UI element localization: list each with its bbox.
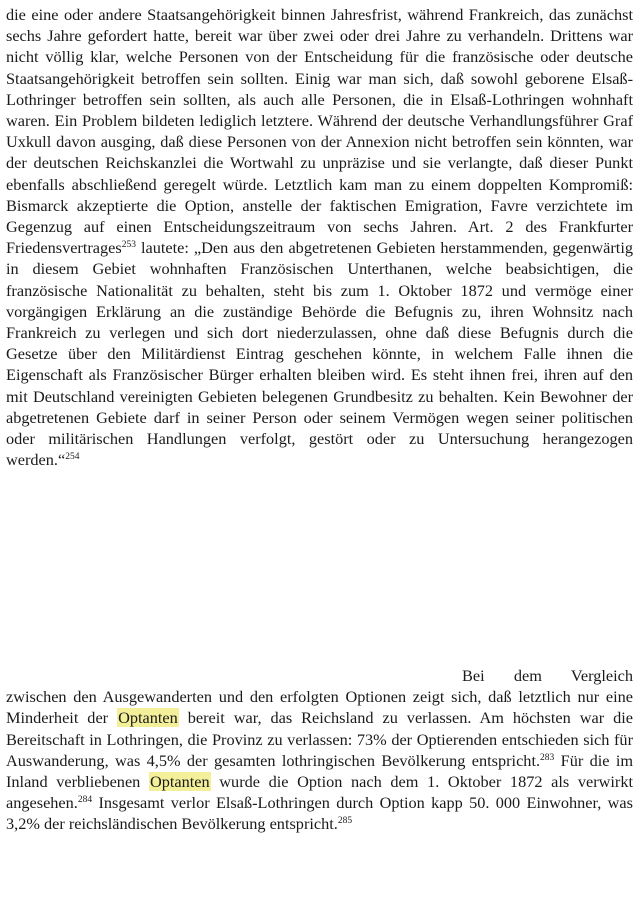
paragraph2-text-c: Für die im Inland verbliebenen xyxy=(6,750,634,792)
highlight-optanten-1: Optanten xyxy=(118,708,178,728)
paragraph-treaty-text xyxy=(6,4,633,470)
paragraph2-text-e: Insgesamt verlor Elsaß-Lothringen durch Option kapp 50. 000 Einwohner, was 3,2% der reichsländischen Bevölkerung entspricht. xyxy=(6,793,633,834)
footnote-ref-285[interactable]: 285 xyxy=(337,816,353,827)
paragraph2-text-d: wurde die Option nach dem 1. Oktober 1872 als verwirkt angesehen. xyxy=(6,772,634,813)
footnote-ref-253[interactable]: 253 xyxy=(121,240,136,251)
paragraph1-text-b: lautete: „Den aus den abgetretenen Gebieten herstammenden, gegenwärtig in diesem Gebiet wohnhaften Französischen Unterthanen, welche beabsichtigen, die französische Nationalität zu behalten, steht bis zum 1. Oktober 1872 und vermöge einer vorgängigen Erklärung an die zuständige Behörde die Befugnis zu, ihren Wohnsitz nach Frankreich zu verlegen und sich dort niederzulassen, ohne daß diese Befugnis durch die Gesetze über den Militärdienst Eintrag geschehen könnte, in welchem Falle ihnen die Eigenschaft als Französischer Bürger erhalten bleiben wird. Es steht ihnen frei, ihren auf den mit Deutschland vereinigten Gebieten belegenen Grundbesitz zu behalten. Kein Bewohner der abgetretenen Gebiete darf in seiner Person oder seinem Vermögen wegen seiner politischen oder militärischen Handlungen verfolgt, gestört oder zu Untersuchung herangezogen werden.“ xyxy=(6,238,633,470)
paragraph-optanten xyxy=(6,665,633,835)
paragraph2-text-b: bereit war, das Reichsland zu verlassen. Am höchsten war die Bereitschaft in Lothringen, die Provinz zu verlassen: 73% der Optierenden entschieden sich für Auswanderung, was 4,5% der gesamten lothringischen Bevölkerung entspricht. xyxy=(6,708,633,770)
footnote-ref-284[interactable]: 284 xyxy=(77,795,93,806)
footnote-ref-254[interactable]: 254 xyxy=(65,452,80,463)
footnote-ref-283[interactable]: 283 xyxy=(540,752,555,763)
paragraph1-text-a: die eine oder andere Staatsangehörigkeit binnen Jahresfrist, während Frankreich, das zunächst sechs Jahre gefordert hatte, bereit war über zwei oder drei Jahre zu verhandeln. Drittens war nicht völlig klar, welche Personen von der Entscheidung für die französische oder deutsche Staatsangehörigkeit betroffen sein sollten. Einig war man sich, daß sowohl geborene Elsaß-Lothringer betroffen sein sollten, als auch alle Personen, die in Elsaß-Lothringen wohnhaft waren. Ein Problem bildeten lediglich letztere. Während der deutsche Verhandlungsführer Graf Uxkull davon ausging, daß diese Personen von der Annexion nicht betroffen sein könnten, war der deutschen Reichskanzlei die Wortwahl zu unpräzise und sie verlangte, daß dieser Punkt ebenfalls abschließend geregelt würde. Letztlich kam man zu einem doppelten Kompromiß: Bismarck akzeptierte die Option, anstelle der faktischen Emigration, Favre verzichtete im Gegenzug auf einen Entscheidungszeitraum von sechs Jahren. Art. 2 des Frankfurter Friedensvertrages xyxy=(6,5,633,258)
highlight-optanten-2: Optanten xyxy=(149,772,210,792)
paragraph2-text-a: Bei dem Vergleich zwischen den Ausgewanderten und den erfolgten Optionen zeigt sich, daß letztlich nur eine Minderheit der xyxy=(6,666,633,728)
